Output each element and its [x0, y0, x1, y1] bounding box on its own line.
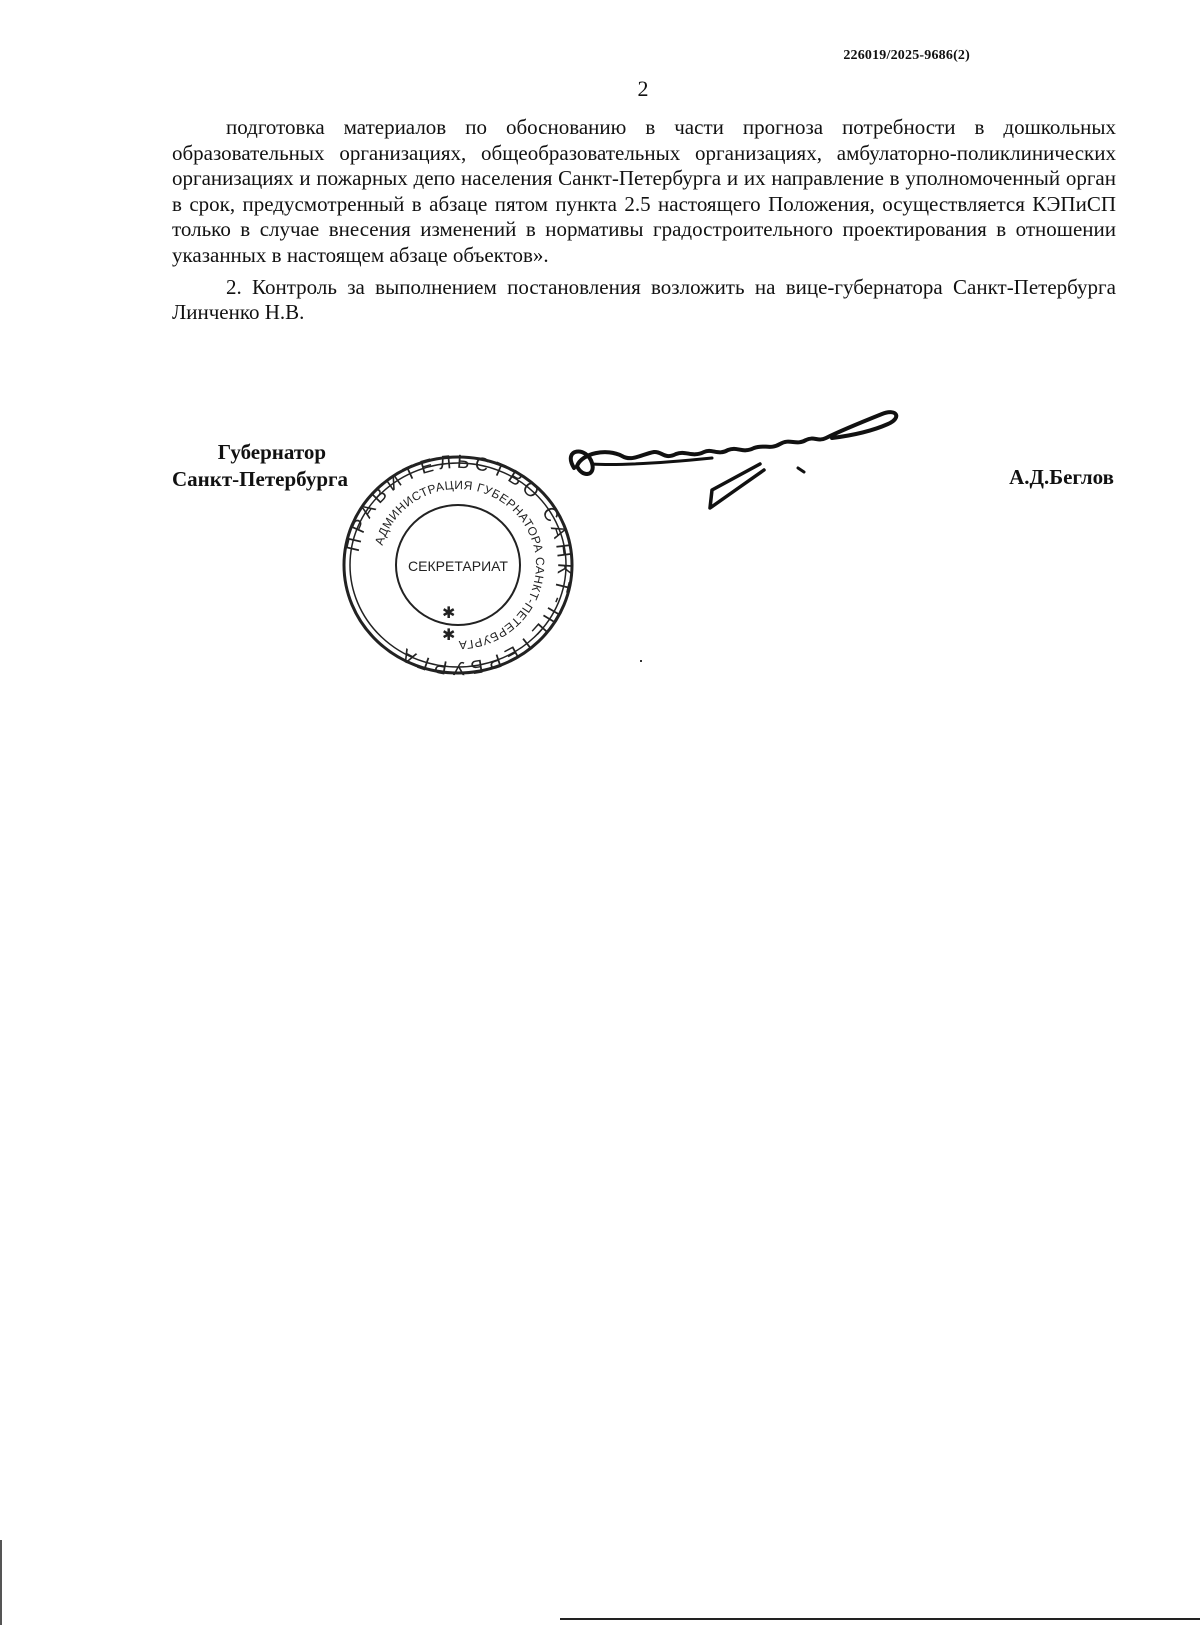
paragraph-preparation-materials: подготовка материалов по обоснованию в части прогноза потребности в дошкольных образовательных организациях, общеобразовательных организациях, амбулаторно-поликлинических организациях и пожарных депо населения Санкт-Петербурга и их направление в уполномоченный орган в срок, предусмотренный в абзаце пятом пункта 2.5 настоящего Положения, осуществляется КЭПиСП только в случае внесения изменений в нормативы градостроительного проектирования в отношении указанных в настоящем абзаце объектов».: [172, 115, 1116, 267]
signer-position-line1: Губернатор: [217, 440, 327, 464]
seal-inner-ring-text: АДМИНИСТРАЦИЯ ГУБЕРНАТОРА САНКТ-ПЕТЕРБУРГА: [371, 477, 548, 653]
page-number: 2: [637, 76, 649, 101]
official-seal-stamp: [338, 448, 578, 678]
signer-name: А.Д.Беглов: [1009, 465, 1114, 489]
handwritten-signature: [552, 408, 932, 518]
scan-speck: [640, 660, 642, 662]
seal-outer-ring-text: ПРАВИТЕЛЬСТВО САНКТ-ПЕТЕРБУРГА: [342, 451, 575, 678]
document-registration-number: 226019/2025-9686(2): [843, 48, 970, 63]
paragraph-control-clause: 2. Контроль за выполнением постановления возложить на вице-губернатора Санкт-Петербурга Линченко Н.В.: [172, 274, 1116, 325]
seal-star-icon: ✱: [442, 627, 456, 644]
signer-position-line2: Санкт-Петербурга: [172, 467, 349, 491]
seal-center-text: СЕКРЕТАРИАТ: [408, 558, 508, 574]
scan-edge-line: [560, 1618, 1200, 1620]
seal-star-icon: ✱: [442, 605, 456, 622]
scan-edge-line: [0, 1540, 2, 1625]
document-body: [172, 115, 1116, 326]
signer-position: [172, 439, 348, 493]
